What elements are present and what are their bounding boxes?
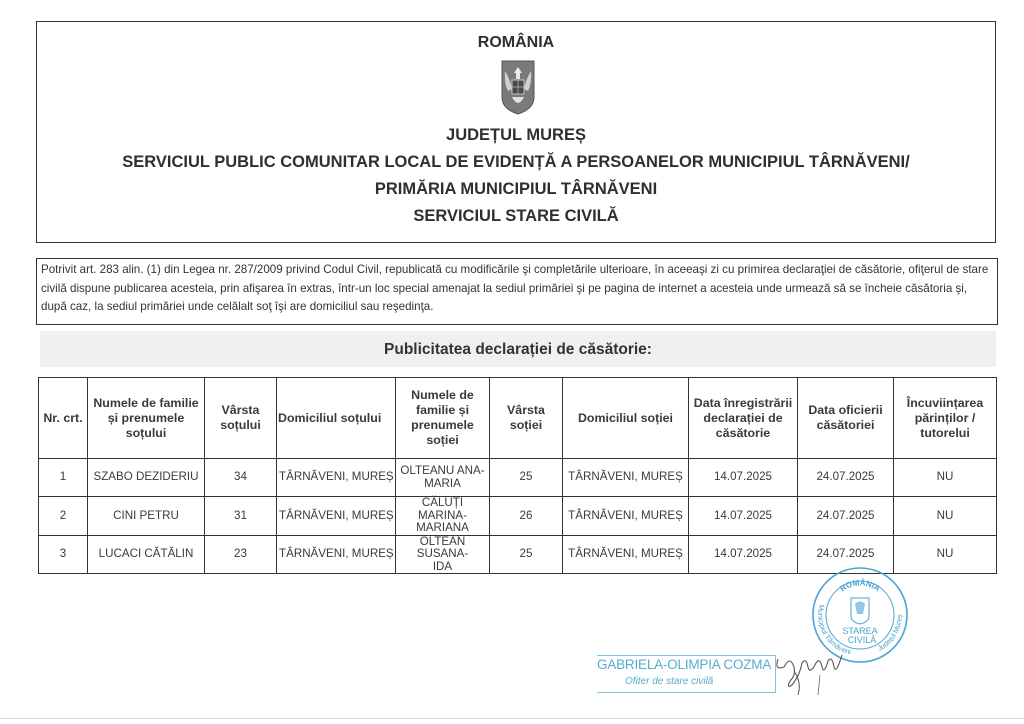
cell-husband-domicile: TÂRNĂVENI, MUREȘ (277, 497, 396, 536)
svg-text:ROMÂNIA (838, 578, 881, 593)
handwritten-signature (772, 645, 852, 697)
cell-wife-age: 26 (490, 497, 563, 536)
cell-wife-age: 25 (490, 459, 563, 497)
cell-registration-date: 14.07.2025 (689, 535, 798, 574)
cell-wife-name: OLTEAN SUSANA-IDA (396, 535, 490, 574)
country-title: ROMÂNIA (477, 34, 555, 51)
cell-marriage-date: 24.07.2025 (798, 459, 894, 497)
table-row (39, 459, 997, 497)
cell-husband-domicile: TÂRNĂVENI, MUREȘ (277, 459, 396, 497)
col-header-wife-name: Numele de familie și prenumele soției (396, 378, 490, 459)
department-title: SERVICIUL STARE CIVILĂ (413, 207, 619, 225)
cell-registration-date: 14.07.2025 (689, 459, 798, 497)
publication-title: Publicitatea declarației de căsătorie: (384, 341, 652, 358)
cell-parental-consent: NU (894, 535, 997, 574)
col-header-husband-domicile: Domiciliul soțului (277, 378, 396, 459)
cell-nr: 2 (39, 497, 88, 536)
table-row (39, 497, 997, 536)
page-bottom-rule (0, 718, 1024, 719)
header-box (36, 21, 996, 243)
col-header-wife-domicile: Domiciliul soției (563, 378, 689, 459)
col-header-parental-consent: Încuviințarea părinților / tutorelui (894, 378, 997, 459)
col-header-nr: Nr. crt. (39, 378, 88, 459)
stamp-ring-right: Județul Mureș (875, 614, 904, 653)
cell-husband-age: 23 (205, 535, 277, 574)
stamp-ring-left: Municipiul Târnăveni (816, 603, 852, 657)
publication-band (40, 331, 996, 367)
cell-wife-domicile: TÂRNĂVENI, MUREȘ (563, 497, 689, 536)
stamp-center-line-1: STAREA (842, 626, 878, 636)
cell-registration-date: 14.07.2025 (689, 497, 798, 536)
cell-wife-domicile: TÂRNĂVENI, MUREȘ (563, 459, 689, 497)
cell-husband-age: 31 (205, 497, 277, 536)
marriage-declarations-table (38, 377, 997, 574)
cell-wife-name: CĂLUȚI MARINA-MARIANA (396, 497, 490, 536)
cell-wife-domicile: TÂRNĂVENI, MUREȘ (563, 535, 689, 574)
col-header-marriage-date: Data oficierii căsătoriei (798, 378, 894, 459)
stamp-center-line-2: CIVILĂ (847, 635, 877, 645)
cell-parental-consent: NU (894, 459, 997, 497)
cell-husband-name: LUCACI CĂTĂLIN (88, 535, 205, 574)
cell-nr: 3 (39, 535, 88, 574)
city-hall-title: PRIMĂRIA MUNICIPIUL TÂRNĂVENI (374, 180, 658, 198)
stamp-top-text: ROMÂNIA (838, 578, 882, 594)
cell-husband-name: CINI PETRU (88, 497, 205, 536)
col-header-wife-age: Vârsta soției (490, 378, 563, 459)
service-title: SERVICIUL PUBLIC COMUNITAR LOCAL DE EVIDENȚĂ A PERSOANELOR MUNICIPIUL TÂRNĂVENI/ (122, 153, 910, 171)
col-header-husband-age: Vârsta soțului (205, 378, 277, 459)
cell-husband-age: 34 (205, 459, 277, 497)
cell-husband-domicile: TÂRNĂVENI, MUREȘ (277, 535, 396, 574)
signatory-role: Ofiter de stare civilă (625, 676, 714, 687)
legal-notice: Potrivit art. 283 alin. (1) din Legea nr. 287/2009 privind Codul Civil, republicată cu modificările şi completările ulterioare, în aceeaşi zi cu primirea declaraţiei de căsătorie, ofiţerul de stare civilă dispune publicarea acesteia, prin afişarea în extras, într-un loc special amenajat la sediul primăriei şi pe pagina de internet a acesteia unde urmează să se încheie căsătoria şi, după caz, la sediul primăriei unde celălalt soţ îşi are domiciliul sau reşedinţa. (36, 258, 998, 325)
col-header-husband-name: Numele de familie și prenumele soțului (88, 378, 205, 459)
stamp-eagle-icon (851, 598, 869, 624)
cell-husband-name: SZABO DEZIDERIU (88, 459, 205, 497)
cell-wife-name: OLTEANU ANA-MARIA (396, 459, 490, 497)
cell-parental-consent: NU (894, 497, 997, 536)
cell-nr: 1 (39, 459, 88, 497)
table-header-row (39, 378, 997, 459)
col-header-registration-date: Data înregistrării declarației de căsătorie (689, 378, 798, 459)
coat-of-arms-icon (500, 59, 536, 115)
signatory-name: GABRIELA-OLIMPIA COZMA (597, 657, 772, 672)
cell-marriage-date: 24.07.2025 (798, 535, 894, 574)
svg-text:Județul Mureș (876, 614, 904, 653)
cell-marriage-date: 24.07.2025 (798, 497, 894, 536)
signatory-stamp (597, 655, 776, 693)
cell-wife-age: 25 (490, 535, 563, 574)
county-title: JUDEȚUL MUREȘ (446, 126, 586, 144)
